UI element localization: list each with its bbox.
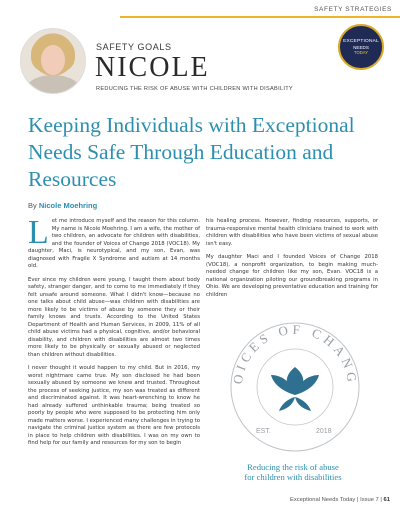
section-tag: SAFETY STRATEGIES — [314, 6, 392, 13]
article-right-column — [206, 218, 378, 305]
image-caption — [208, 462, 378, 482]
logo-year: 2018 — [316, 428, 332, 435]
page-footer — [290, 497, 390, 503]
article-paragraph — [28, 214, 200, 271]
footer-separator: | — [380, 497, 382, 503]
column-subtitle: REDUCING THE RISK OF ABUSE WITH CHILDREN WITH DISABILITY — [96, 86, 293, 92]
logo-graphic — [220, 305, 370, 455]
leaf-icon — [271, 367, 319, 411]
logo-est: EST. — [256, 428, 271, 435]
footer-issue: Issue 7 — [360, 497, 379, 503]
byline-author: Nicole Moehring — [38, 201, 98, 210]
caption-line-1: Reducing the risk of abuse — [247, 462, 339, 472]
badge-line-3: TODAY — [353, 50, 369, 55]
footer-publication: Exceptional Needs Today — [290, 497, 356, 503]
portrait-face — [41, 45, 65, 75]
byline — [28, 201, 97, 210]
article-paragraph: Ever since my children were young, I taught them about body safety, stranger danger, and to come to me immediately if they felt unsafe around someone. What I didn't know—because no one talks about child abuse—was children with disabilities are more likely to be victims of abuse by someone they or their family knows and trusts. According to the United States Department of Health and Human Services, in 2009, 11% of all child abuse victims had a physical, cognitive, and/or behavioral disability, and children with disabilities are almost two times more likely to be physically or sexually abused or neglected than children without disabilities. — [28, 276, 200, 358]
section-rule — [120, 16, 400, 18]
portrait-shoulders — [27, 75, 79, 94]
magazine-badge — [338, 24, 384, 70]
badge-line-2: NEEDS — [353, 44, 369, 50]
footer-separator: | — [356, 497, 359, 503]
article-left-column — [28, 214, 200, 454]
paragraph-text: et me introduce myself and the reason for this column. My name is Nicole Moehring. I am a wife, the mother of two children, an advocate for children with disabilities, and the founder of Voices of Change 2018 (VOC18). My daughter, Maci, is neurotypical, and my son, Evan, was diagnosed with Fragile X Syndrome and autism at 14 months old. — [28, 218, 200, 269]
drop-cap: L — [28, 214, 49, 251]
column-name: NICOLE — [95, 52, 210, 83]
page-number: 61 — [383, 497, 390, 503]
caption-line-2: for children with disabilities — [244, 472, 342, 482]
article-title: Keeping Individuals with Exceptional Needs Safe Through Education and Resources — [28, 113, 355, 191]
article-paragraph: I never thought it would happen to my child. But in 2016, my worst nightmare came true. My son disclosed he had been sexually abused by someone we knew and trusted. Throughout the process of seeking justice, my son was treated as different and discriminated against. It was heart-wrenching to know he had already suffered unthinkable trauma; being treated so poorly by people who were supposed to be protecting him only made matters worse. I experienced many challenges in trying to navigate the criminal justice system as there are few protocols in place to help children with disabilities. I was on my own to find help for our family and resources for my son to begin — [28, 365, 200, 446]
voices-of-change-logo — [220, 305, 370, 455]
leaf-petal — [295, 397, 311, 411]
badge-line-1: EXCEPTIONAL — [343, 39, 379, 44]
byline-prefix: By — [28, 201, 37, 210]
article-paragraph: My daughter Maci and I founded Voices of Change 2018 (VOC18), a nonprofit organization, to begin making much-needed change for children like my son, Evan. VOC18 is a national organization piloting our groundbreaking programs in Ohio. We are developing preventative education and training for children — [206, 254, 378, 298]
logo-arc-textpath: OICES OF CHANG — [229, 321, 361, 387]
article-paragraph: his healing process. However, finding resources, supports, or trauma-responsive mental health clinicians trained to work with children with disabilities who have been victims of sexual abuse isn't easy. — [206, 218, 378, 247]
author-portrait — [20, 28, 86, 94]
column-label: SAFETY GOALS — [96, 42, 172, 52]
leaf-petal — [279, 397, 295, 411]
